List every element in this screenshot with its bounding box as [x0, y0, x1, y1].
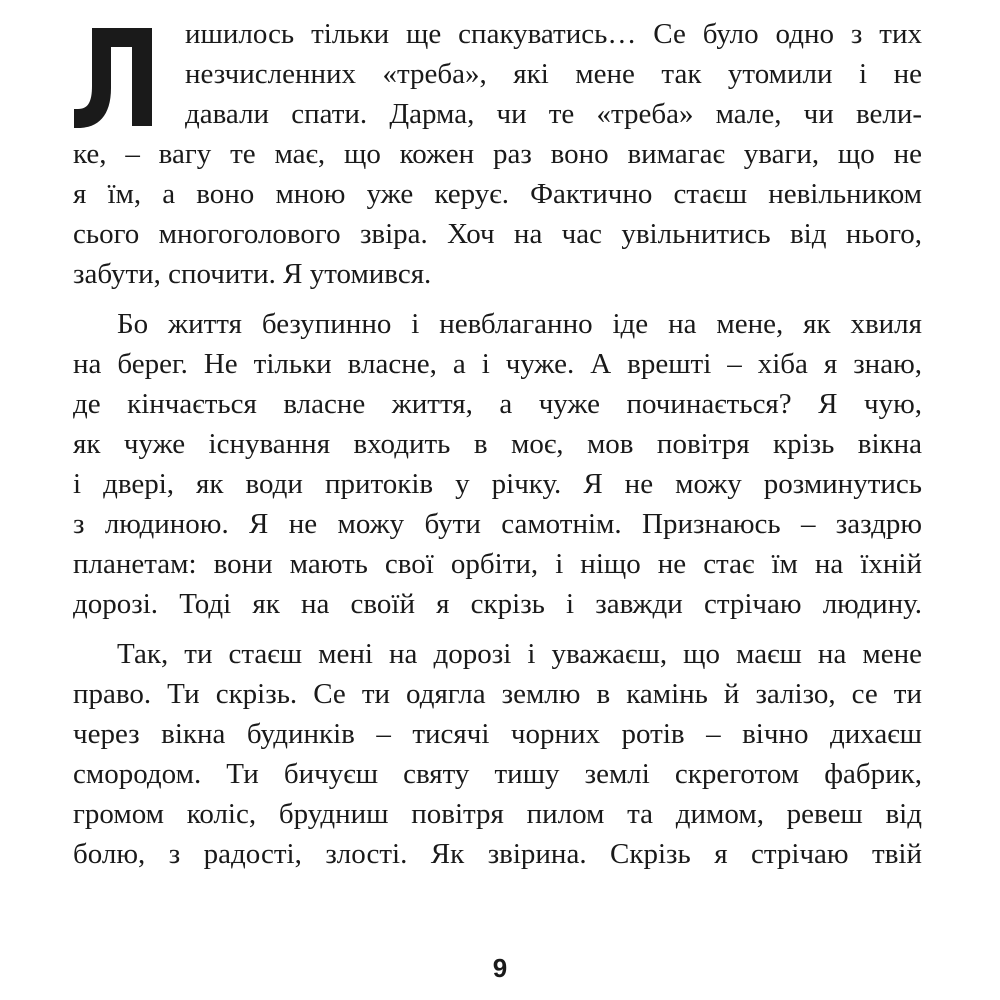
text-line: планетам: вони мають свої орбіти, і ніщо не стає їм на їхній: [73, 548, 922, 580]
text-line: ишилось тільки ще спакуватись… Се було одно з тих: [185, 18, 922, 50]
text-line: давали спати. Дарма, чи те «треба» мале, чи вели-: [185, 98, 922, 130]
text-line: сього многоголового звіра. Хоч на час увільнитись від нього,: [73, 218, 922, 250]
text-line: де кінчається власне життя, а чуже починається? Я чую,: [73, 388, 922, 420]
text-line: на берег. Не тільки власне, а і чуже. А врешті – хіба я знаю,: [73, 348, 922, 380]
text-line: право. Ти скрізь. Се ти одягла землю в камінь й залізо, се ти: [73, 678, 922, 710]
page-number: 9: [492, 953, 508, 983]
text-line: через вікна будинків – тисячі чорних ротів – вічно дихаєш: [73, 718, 922, 750]
text-line: і двері, як води притоків у річку. Я не можу розминутись: [73, 468, 922, 500]
text-line: незчисленних «треба», які мене так утомили і не: [185, 58, 922, 90]
text-line: як чуже існування входить в моє, мов повітря крізь вікна: [73, 428, 922, 460]
text-line: забути, спочити. Я утомився.: [73, 258, 432, 290]
text-line: смородом. Ти бичуєш святу тишу землі скреготом фабрик,: [73, 758, 922, 790]
text-line: Бо життя безупинно і невблаганно іде на мене, як хвиля: [117, 308, 922, 340]
text-line: я їм, а воно мною уже керує. Фактично стаєш невільником: [73, 178, 922, 210]
text-line: Так, ти стаєш мені на дорозі і уважаєш, що маєш на мене: [117, 638, 922, 670]
text-line: дорозі. Тоді як на своїй я скрізь і завжди стрічаю людину.: [73, 588, 922, 620]
drop-cap-letter: [70, 22, 154, 130]
text-line: громом коліс, брудниш повітря пилом та димом, ревеш від: [73, 798, 922, 830]
text-line: з людиною. Я не можу бути самотнім. Признаюсь – заздрю: [73, 508, 922, 540]
text-line: ке, – вагу те має, що кожен раз воно вимагає уваги, що не: [73, 138, 922, 170]
text-line: болю, з радості, злості. Як звірина. Скрізь я стрічаю твій: [73, 838, 922, 870]
